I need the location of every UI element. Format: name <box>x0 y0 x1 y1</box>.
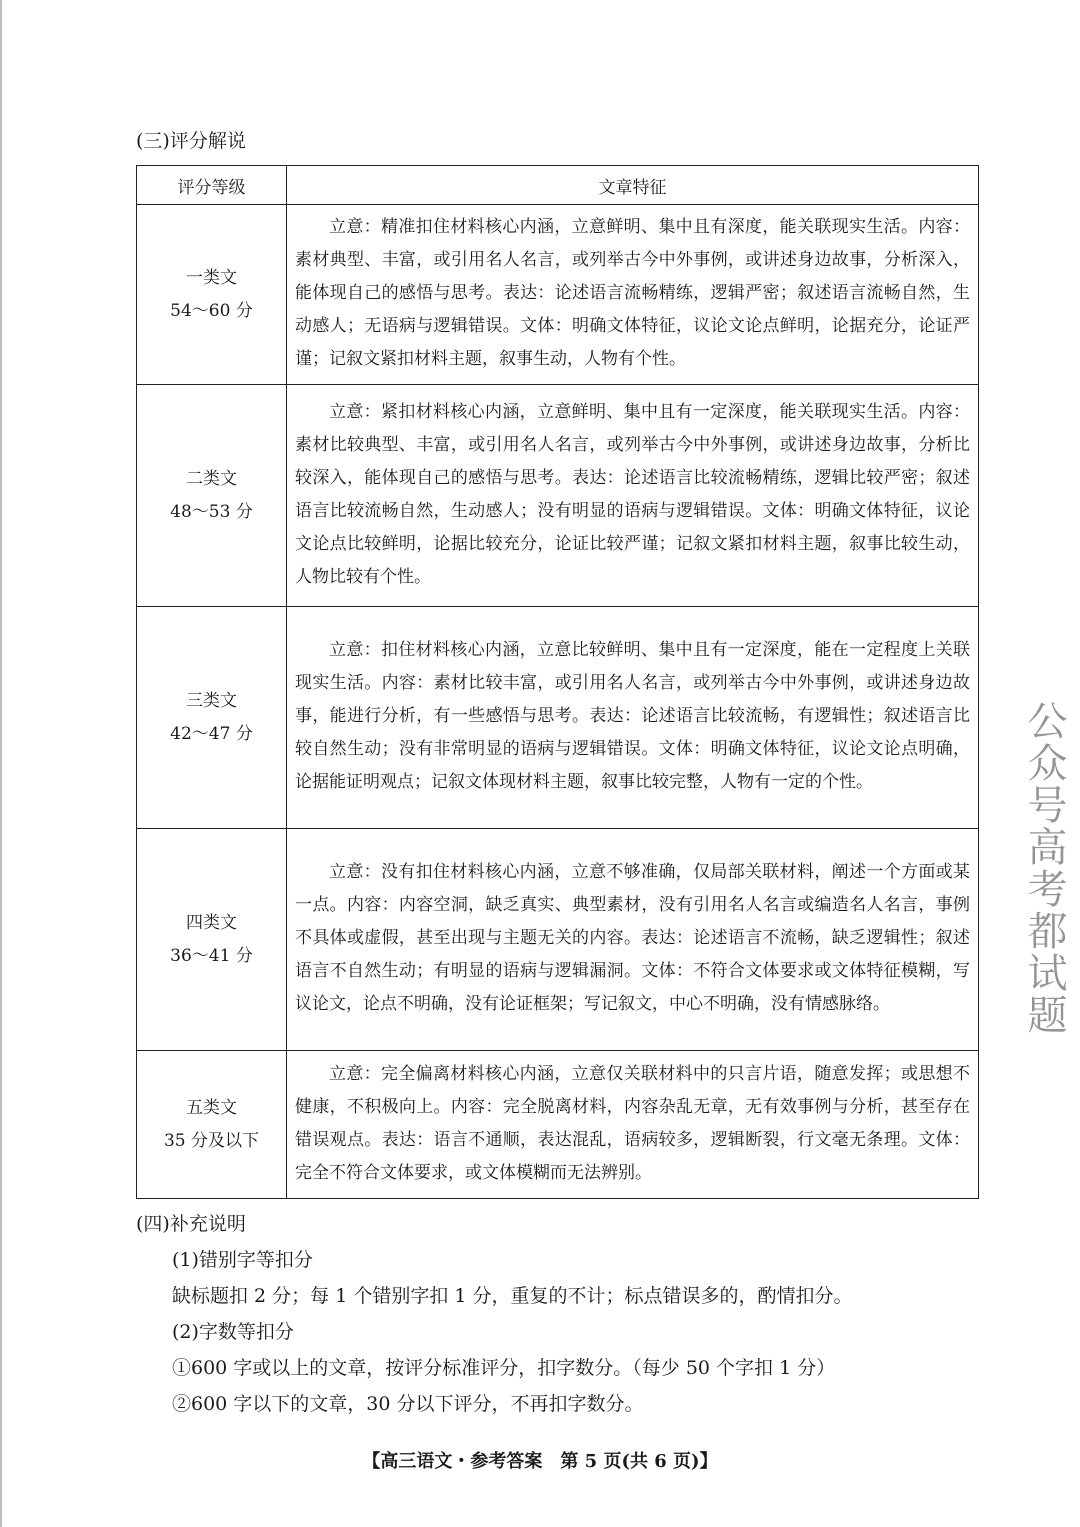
grade-score: 36～41 分 <box>170 945 253 966</box>
watermark: 公众号高考都试题 <box>1021 700 1067 1036</box>
grade-score: 35 分及以下 <box>163 1130 260 1151</box>
grade-cell <box>137 829 287 1051</box>
grade-name: 二类文 <box>186 468 237 489</box>
note-heading: (1)错别字等扣分 <box>172 1249 313 1271</box>
grade-cell <box>137 205 287 385</box>
description-cell: 立意：没有扣住材料核心内涵，立意不够准确，仅局部关联材料，阐述一个方面或某一点。内容：内容空洞，缺乏真实、典型素材，没有引用名人名言或编造名人名言，事例不具体或虚假，甚至出现与主题无关的内容。表达：论述语言不流畅，缺乏逻辑性；叙述语言不自然生动；有明显的语病与逻辑漏洞。文体：不符合文体要求或文体特征模糊，写议论文，论点不明确，没有论证框架；写记叙文，中心不明确，没有情感脉络。 <box>287 829 979 1051</box>
table-row <box>137 1051 979 1199</box>
grade-cell <box>137 385 287 607</box>
scoring-table <box>136 165 979 1199</box>
note-text: 缺标题扣 2 分；每 1 个错别字扣 1 分，重复的不计；标点错误多的，酌情扣分。 <box>172 1285 853 1307</box>
grade-name: 一类文 <box>186 267 237 288</box>
header-features: 文章特征 <box>287 166 979 205</box>
description-cell: 立意：扣住材料核心内涵，立意比较鲜明、集中且有一定深度，能在一定程度上关联现实生活。内容：素材比较丰富，或引用名人名言，或列举古今中外事例，或讲述身边故事，能进行分析，有一些感悟与思考。表达：论述语言比较流畅，有逻辑性；叙述语言比较自然生动；没有非常明显的语病与逻辑错误。文体：明确文体特征，议论文论点明确，论据能证明观点；记叙文体现材料主题，叙事比较完整，人物有一定的个性。 <box>287 607 979 829</box>
table-row <box>137 829 979 1051</box>
table-row <box>137 205 979 385</box>
grade-cell <box>137 1051 287 1199</box>
header-grade: 评分等级 <box>137 166 287 205</box>
table-header-row <box>137 166 979 205</box>
section-4-title: (四)补充说明 <box>136 1213 246 1235</box>
note-text: ②600 字以下的文章，30 分以下评分，不再扣字数分。 <box>172 1393 644 1415</box>
section-3-title: (三)评分解说 <box>136 130 246 152</box>
note-heading: (2)字数等扣分 <box>172 1321 294 1343</box>
grade-name: 四类文 <box>186 912 237 933</box>
description-cell: 立意：精准扣住材料核心内涵，立意鲜明、集中且有深度，能关联现实生活。内容：素材典型、丰富，或引用名人名言，或列举古今中外事例，或讲述身边故事，分析深入，能体现自己的感悟与思考。表达：论述语言流畅精练，逻辑严密；叙述语言流畅自然，生动感人；无语病与逻辑错误。文体：明确文体特征，议论文论点鲜明，论据充分，论证严谨；记叙文紧扣材料主题，叙事生动，人物有个性。 <box>287 205 979 385</box>
grade-score: 42～47 分 <box>170 723 253 744</box>
description-cell: 立意：紧扣材料核心内涵，立意鲜明、集中且有一定深度，能关联现实生活。内容：素材比较典型、丰富，或引用名人名言，或列举古今中外事例，或讲述身边故事，分析比较深入，能体现自己的感悟与思考。表达：论述语言比较流畅精练，逻辑比较严密；叙述语言比较流畅自然，生动感人；没有明显的语病与逻辑错误。文体：明确文体特征，议论文论点比较鲜明，论据比较充分，论证比较严谨；记叙文紧扣材料主题，叙事比较生动，人物比较有个性。 <box>287 385 979 607</box>
note-text: ①600 字或以上的文章，按评分标准评分，扣字数分。（每少 50 个字扣 1 分） <box>172 1357 836 1379</box>
grade-score: 54～60 分 <box>170 300 253 321</box>
page-footer: 【高三语文・参考答案 第 5 页(共 6 页)】 <box>362 1451 718 1472</box>
description-cell: 立意：完全偏离材料核心内涵，立意仅关联材料中的只言片语，随意发挥；或思想不健康，不积极向上。内容：完全脱离材料，内容杂乱无章，无有效事例与分析，甚至存在错误观点。表达：语言不通顺，表达混乱，语病较多，逻辑断裂，行文毫无条理。文体：完全不符合文体要求，或文体模糊而无法辨别。 <box>287 1051 979 1199</box>
grade-cell <box>137 607 287 829</box>
table-row <box>137 607 979 829</box>
table-row <box>137 385 979 607</box>
grade-score: 48～53 分 <box>170 501 253 522</box>
page-edge <box>0 0 2 1527</box>
page-content <box>136 0 979 1513</box>
grade-name: 五类文 <box>186 1097 237 1118</box>
grade-name: 三类文 <box>186 690 237 711</box>
